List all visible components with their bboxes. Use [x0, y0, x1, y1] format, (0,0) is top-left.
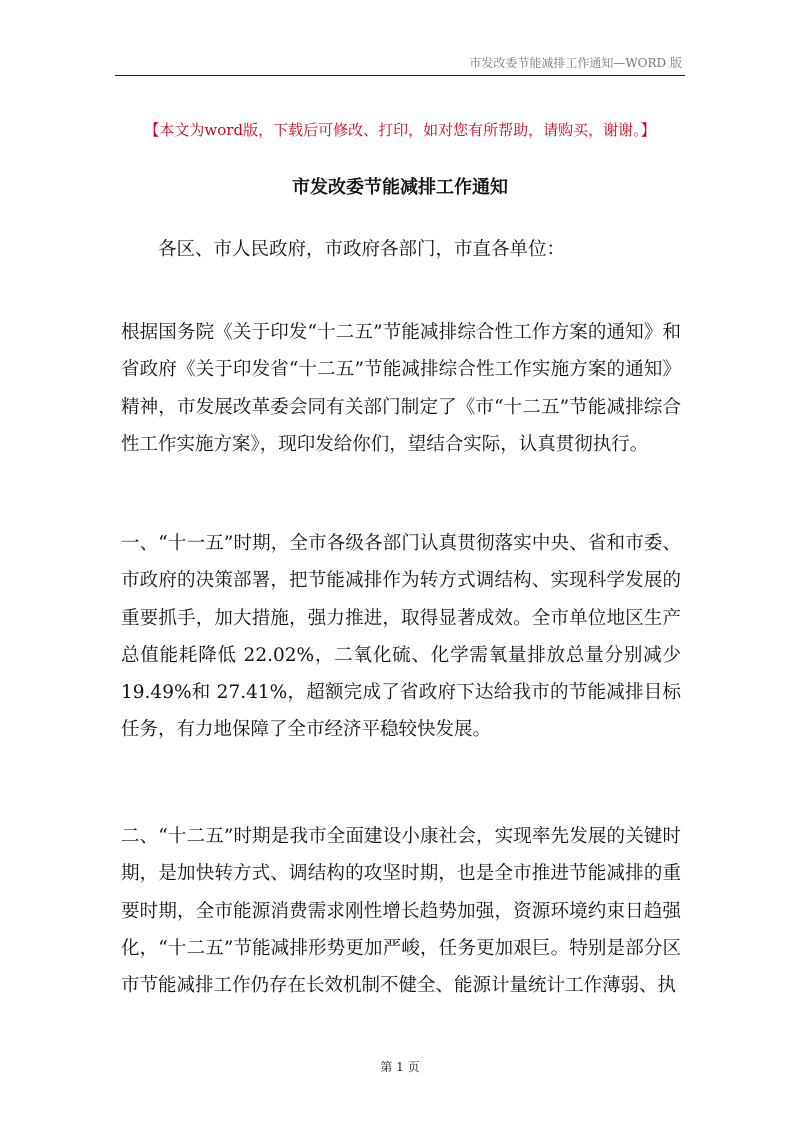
paragraph-section-one: 一、“十一五”时期，全市各级各部门认真贯彻落实中央、省和市委、市政府的决策部署，把节能减排作为转方式调结构、实现科学发展的重要抓手，加大措施，强力推进，取得显著成效。全市单位地区生产总值能耗降低 22.02%，二氧化硫、化学需氧量排放总量分别减少 19.49%和 27.41%，超额完成了省政府下达给我市的节能减排目标任务，有力地保障了全市经济平稳较快发展。	[121, 533, 681, 741]
salutation: 各区、市人民政府，市政府各部门，市直各单位：	[158, 239, 566, 260]
header-document-title: 市发改委节能减排工作通知—WORD 版	[469, 56, 682, 70]
document-title: 市发改委节能减排工作通知	[292, 177, 508, 198]
purchase-notice: 【本文为word版，下载后可修改、打印，如对您有所帮助，请购买，谢谢。】	[144, 121, 656, 139]
paragraph-section-two: 二、“十二五”时期是我市全面建设小康社会，实现率先发展的关键时期，是加快转方式、调结构的攻坚时期，也是全市推进节能减排的重要时期，全市能源消费需求刚性增长趋势加强，资源环境约束日趋强化，“十二五”节能减排形势更加严峻，任务更加艰巨。特别是部分区市节能减排工作仍存在长效机制不健全、能源计量统计工作薄弱、执	[121, 826, 681, 997]
header-divider	[115, 75, 685, 76]
page-number: 第 1 页	[380, 1060, 420, 1074]
paragraph-intro: 根据国务院《关于印发“十二五”节能减排综合性工作方案的通知》和省政府《关于印发省“十二五”节能减排综合性工作实施方案的通知》精神，市发展改革委会同有关部门制定了《市“十二五”节能减排综合性工作实施方案》，现印发给你们，望结合实际，认真贯彻执行。	[121, 322, 681, 455]
